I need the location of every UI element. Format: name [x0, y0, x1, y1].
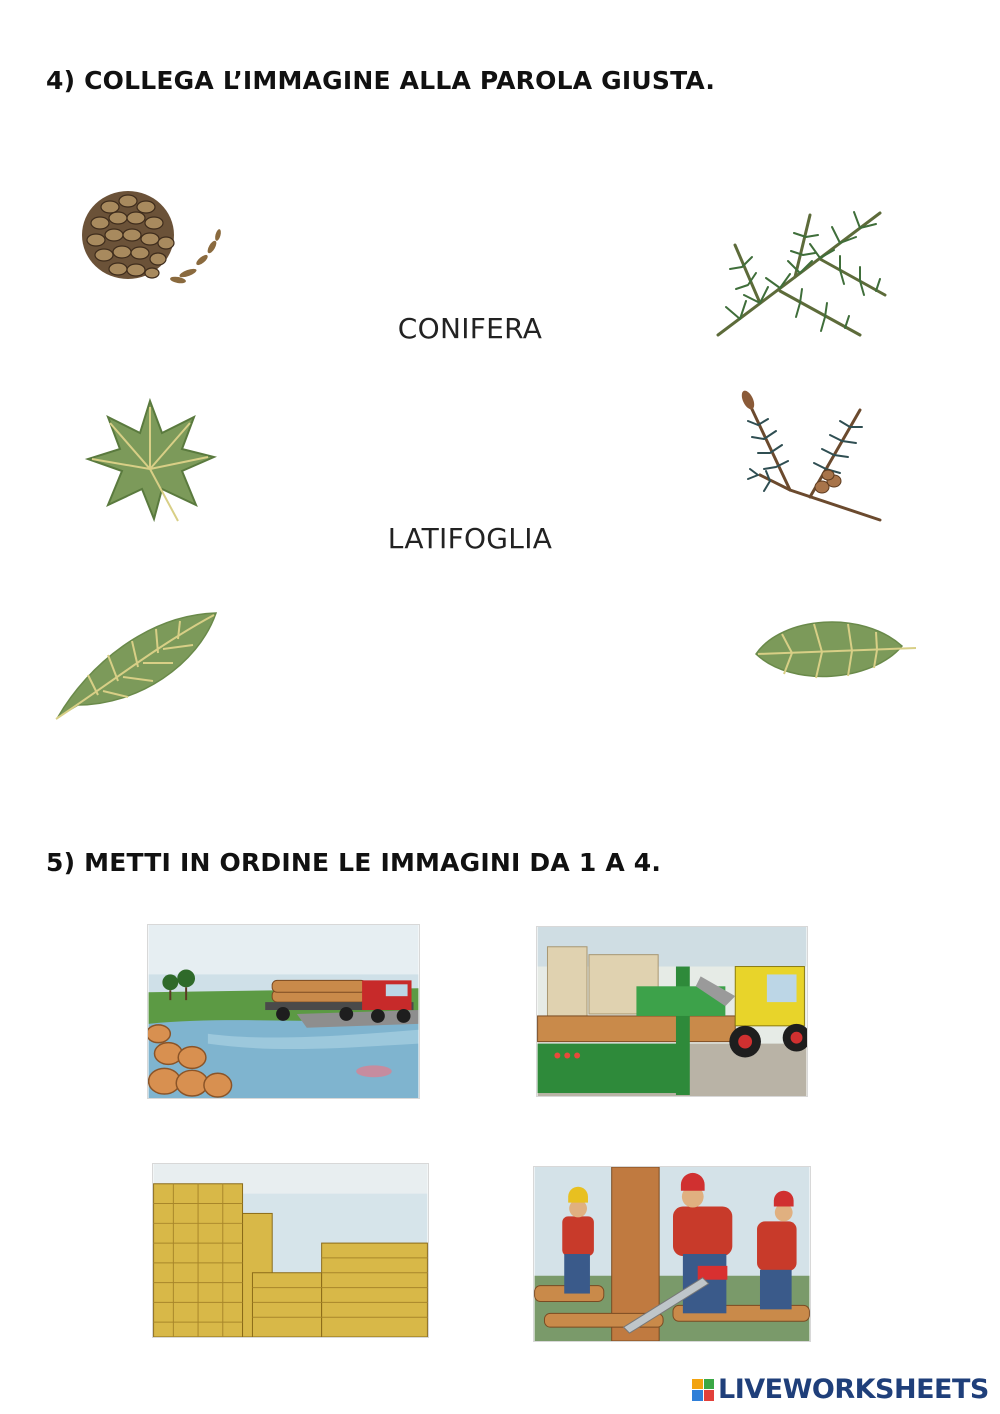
maple-leaf-icon — [82, 393, 217, 528]
spruce-branch-image[interactable] — [730, 385, 885, 525]
logo-mark-v — [692, 1390, 703, 1401]
stacked-lumber-scene — [153, 1164, 428, 1337]
broad-leaf-image[interactable] — [48, 605, 220, 725]
logo-text: LIVEWORKSHEETS — [718, 1374, 989, 1405]
spruce-branch-with-cones-icon — [730, 385, 885, 525]
log-truck-river-scene — [148, 925, 419, 1098]
pine-cone-image[interactable] — [78, 185, 228, 290]
section-5-heading: 5) METTI IN ORDINE LE IMMAGINI DA 1 A 4. — [46, 848, 662, 877]
oval-leaf-icon — [752, 610, 920, 690]
lumberjacks-scene-image[interactable] — [533, 1166, 811, 1342]
pine-cone-icon — [78, 185, 228, 290]
section-4-heading: 4) COLLEGA L’IMMAGINE ALLA PAROLA GIUSTA. — [46, 66, 716, 95]
logo-mark-i — [704, 1379, 715, 1390]
lumberjacks-cutting-scene — [534, 1167, 810, 1341]
stacked-lumber-scene-image[interactable] — [152, 1163, 429, 1338]
maple-leaf-image[interactable] — [82, 393, 217, 528]
logo-mark-l — [692, 1379, 703, 1390]
broad-leaf-icon — [48, 605, 220, 725]
word-latifoglia[interactable]: LATIFOGLIA — [387, 522, 553, 555]
oval-leaf-image[interactable] — [752, 610, 920, 690]
sawmill-loader-scene — [537, 927, 807, 1096]
sawmill-loader-scene-image[interactable] — [536, 926, 808, 1097]
fir-branch-image[interactable] — [700, 195, 895, 350]
liveworksheets-logo[interactable] — [692, 1374, 989, 1405]
fir-branch-icon — [700, 195, 895, 350]
log-truck-scene-image[interactable] — [147, 924, 420, 1099]
logo-mark-icon — [692, 1379, 714, 1401]
logo-mark-e — [704, 1390, 715, 1401]
word-conifera[interactable]: CONIFERA — [397, 312, 543, 345]
